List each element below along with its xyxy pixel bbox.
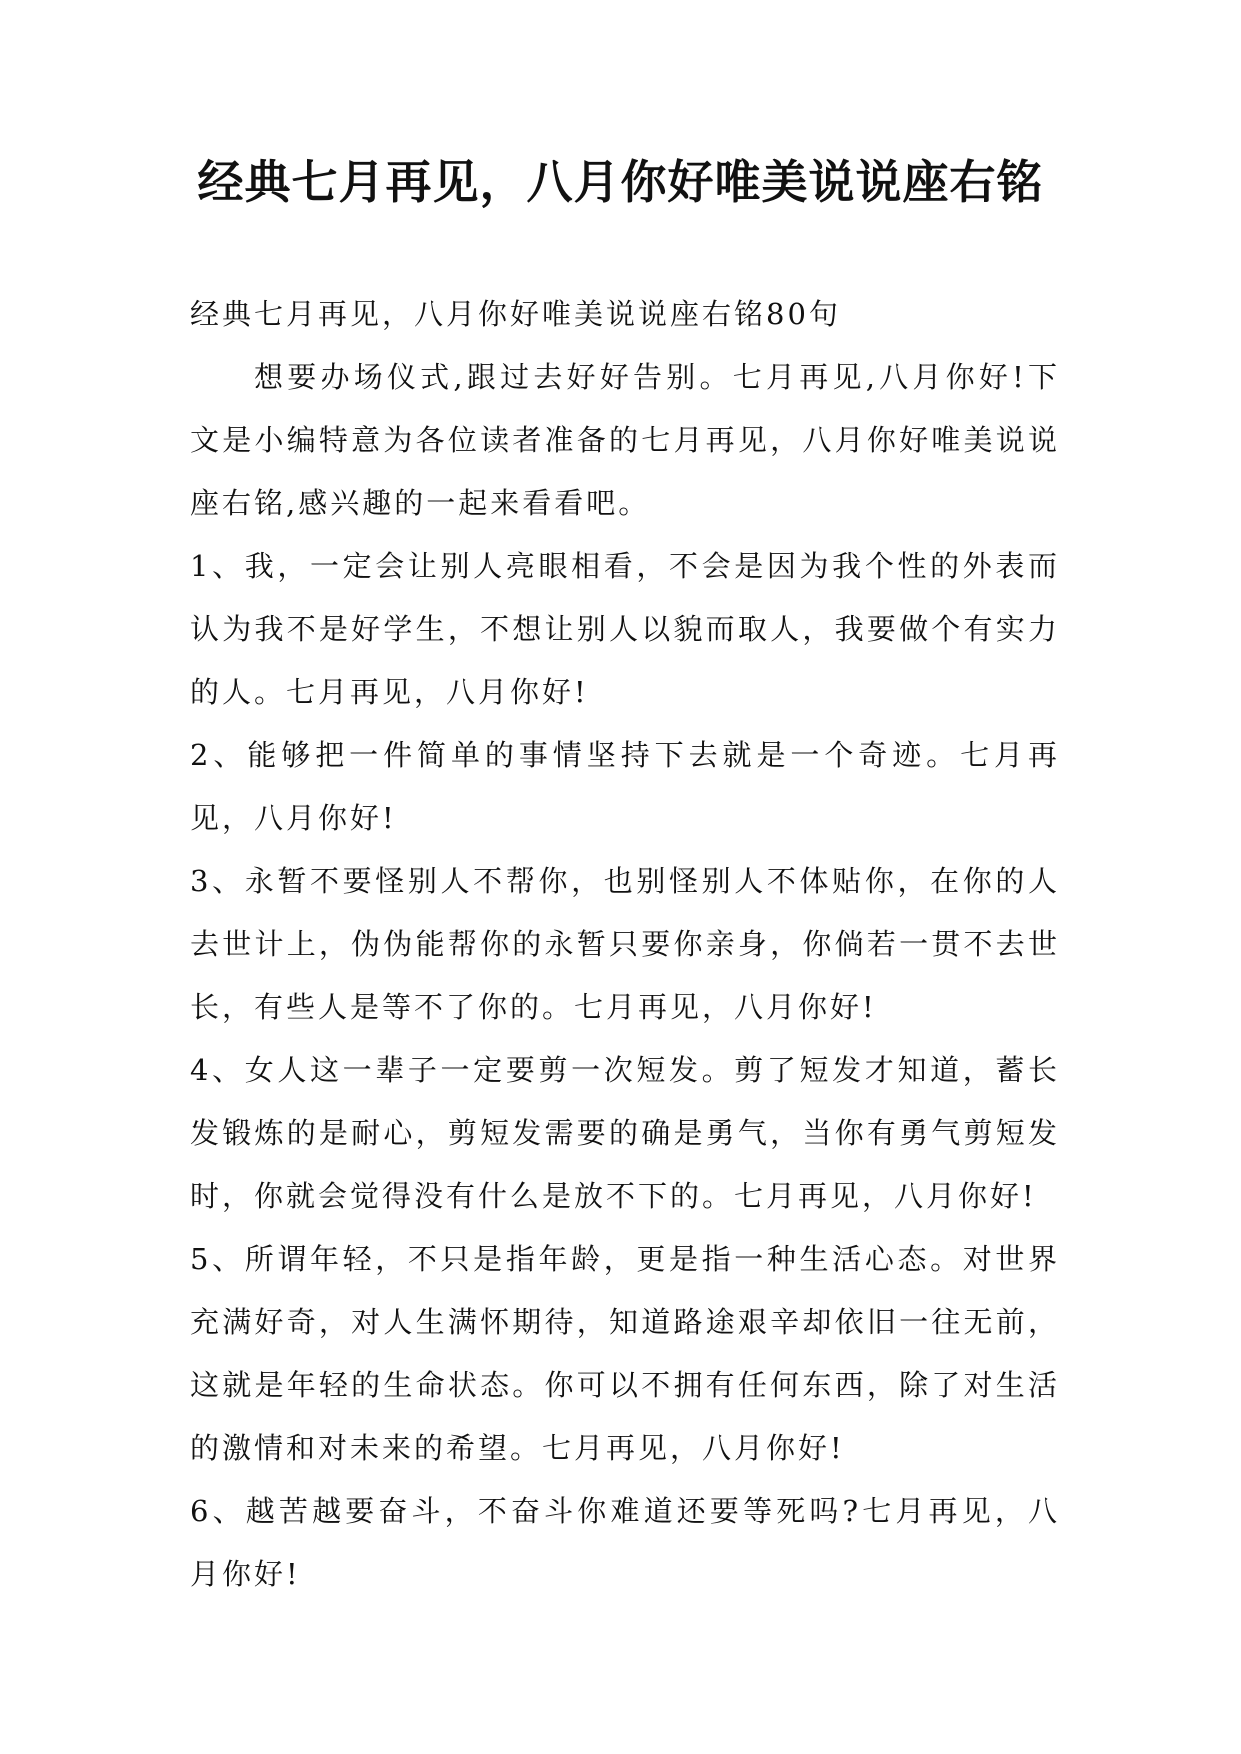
document-title: 经典七月再见，八月你好唯美说说座右铭 xyxy=(197,155,1044,209)
quote-item-2: 2、能够把一件简单的事情坚持下去就是一个奇迹。七月再见，八月你好! xyxy=(190,738,1060,835)
quote-item-5: 5、所谓年轻，不只是指年龄，更是指一种生活心态。对世界充满好奇，对人生满怀期待，知道路途艰辛却依旧一往无前，这就是年轻的生命状态。你可以不拥有任何东西，除了对生活的激情和对未来的希望。七月再见，八月你好! xyxy=(190,1242,1060,1465)
document-subtitle: 经典七月再见，八月你好唯美说说座右铭80句 xyxy=(190,297,841,331)
quote-item-6: 6、越苦越要奋斗，不奋斗你难道还要等死吗?七月再见，八月你好! xyxy=(190,1494,1060,1591)
quote-item-1: 1、我，一定会让别人亮眼相看，不会是因为我个性的外表而认为我不是好学生，不想让别人以貌而取人，我要做个有实力的人。七月再见，八月你好! xyxy=(190,549,1060,709)
intro-paragraph: 想要办场仪式,跟过去好好告别。七月再见,八月你好!下文是小编特意为各位读者准备的七月再见，八月你好唯美说说座右铭,感兴趣的一起来看看吧。 xyxy=(190,360,1060,520)
quote-item-3: 3、永暂不要怪别人不帮你，也别怪别人不体贴你，在你的人去世计上，伪伪能帮你的永暂只要你亲身，你倘若一贯不去世长，有些人是等不了你的。七月再见，八月你好! xyxy=(190,864,1060,1024)
quote-item-4: 4、女人这一辈子一定要剪一次短发。剪了短发才知道，蓄长发锻炼的是耐心，剪短发需要的确是勇气，当你有勇气剪短发时，你就会觉得没有什么是放不下的。七月再见，八月你好! xyxy=(190,1053,1060,1213)
document-body xyxy=(190,283,1060,1606)
